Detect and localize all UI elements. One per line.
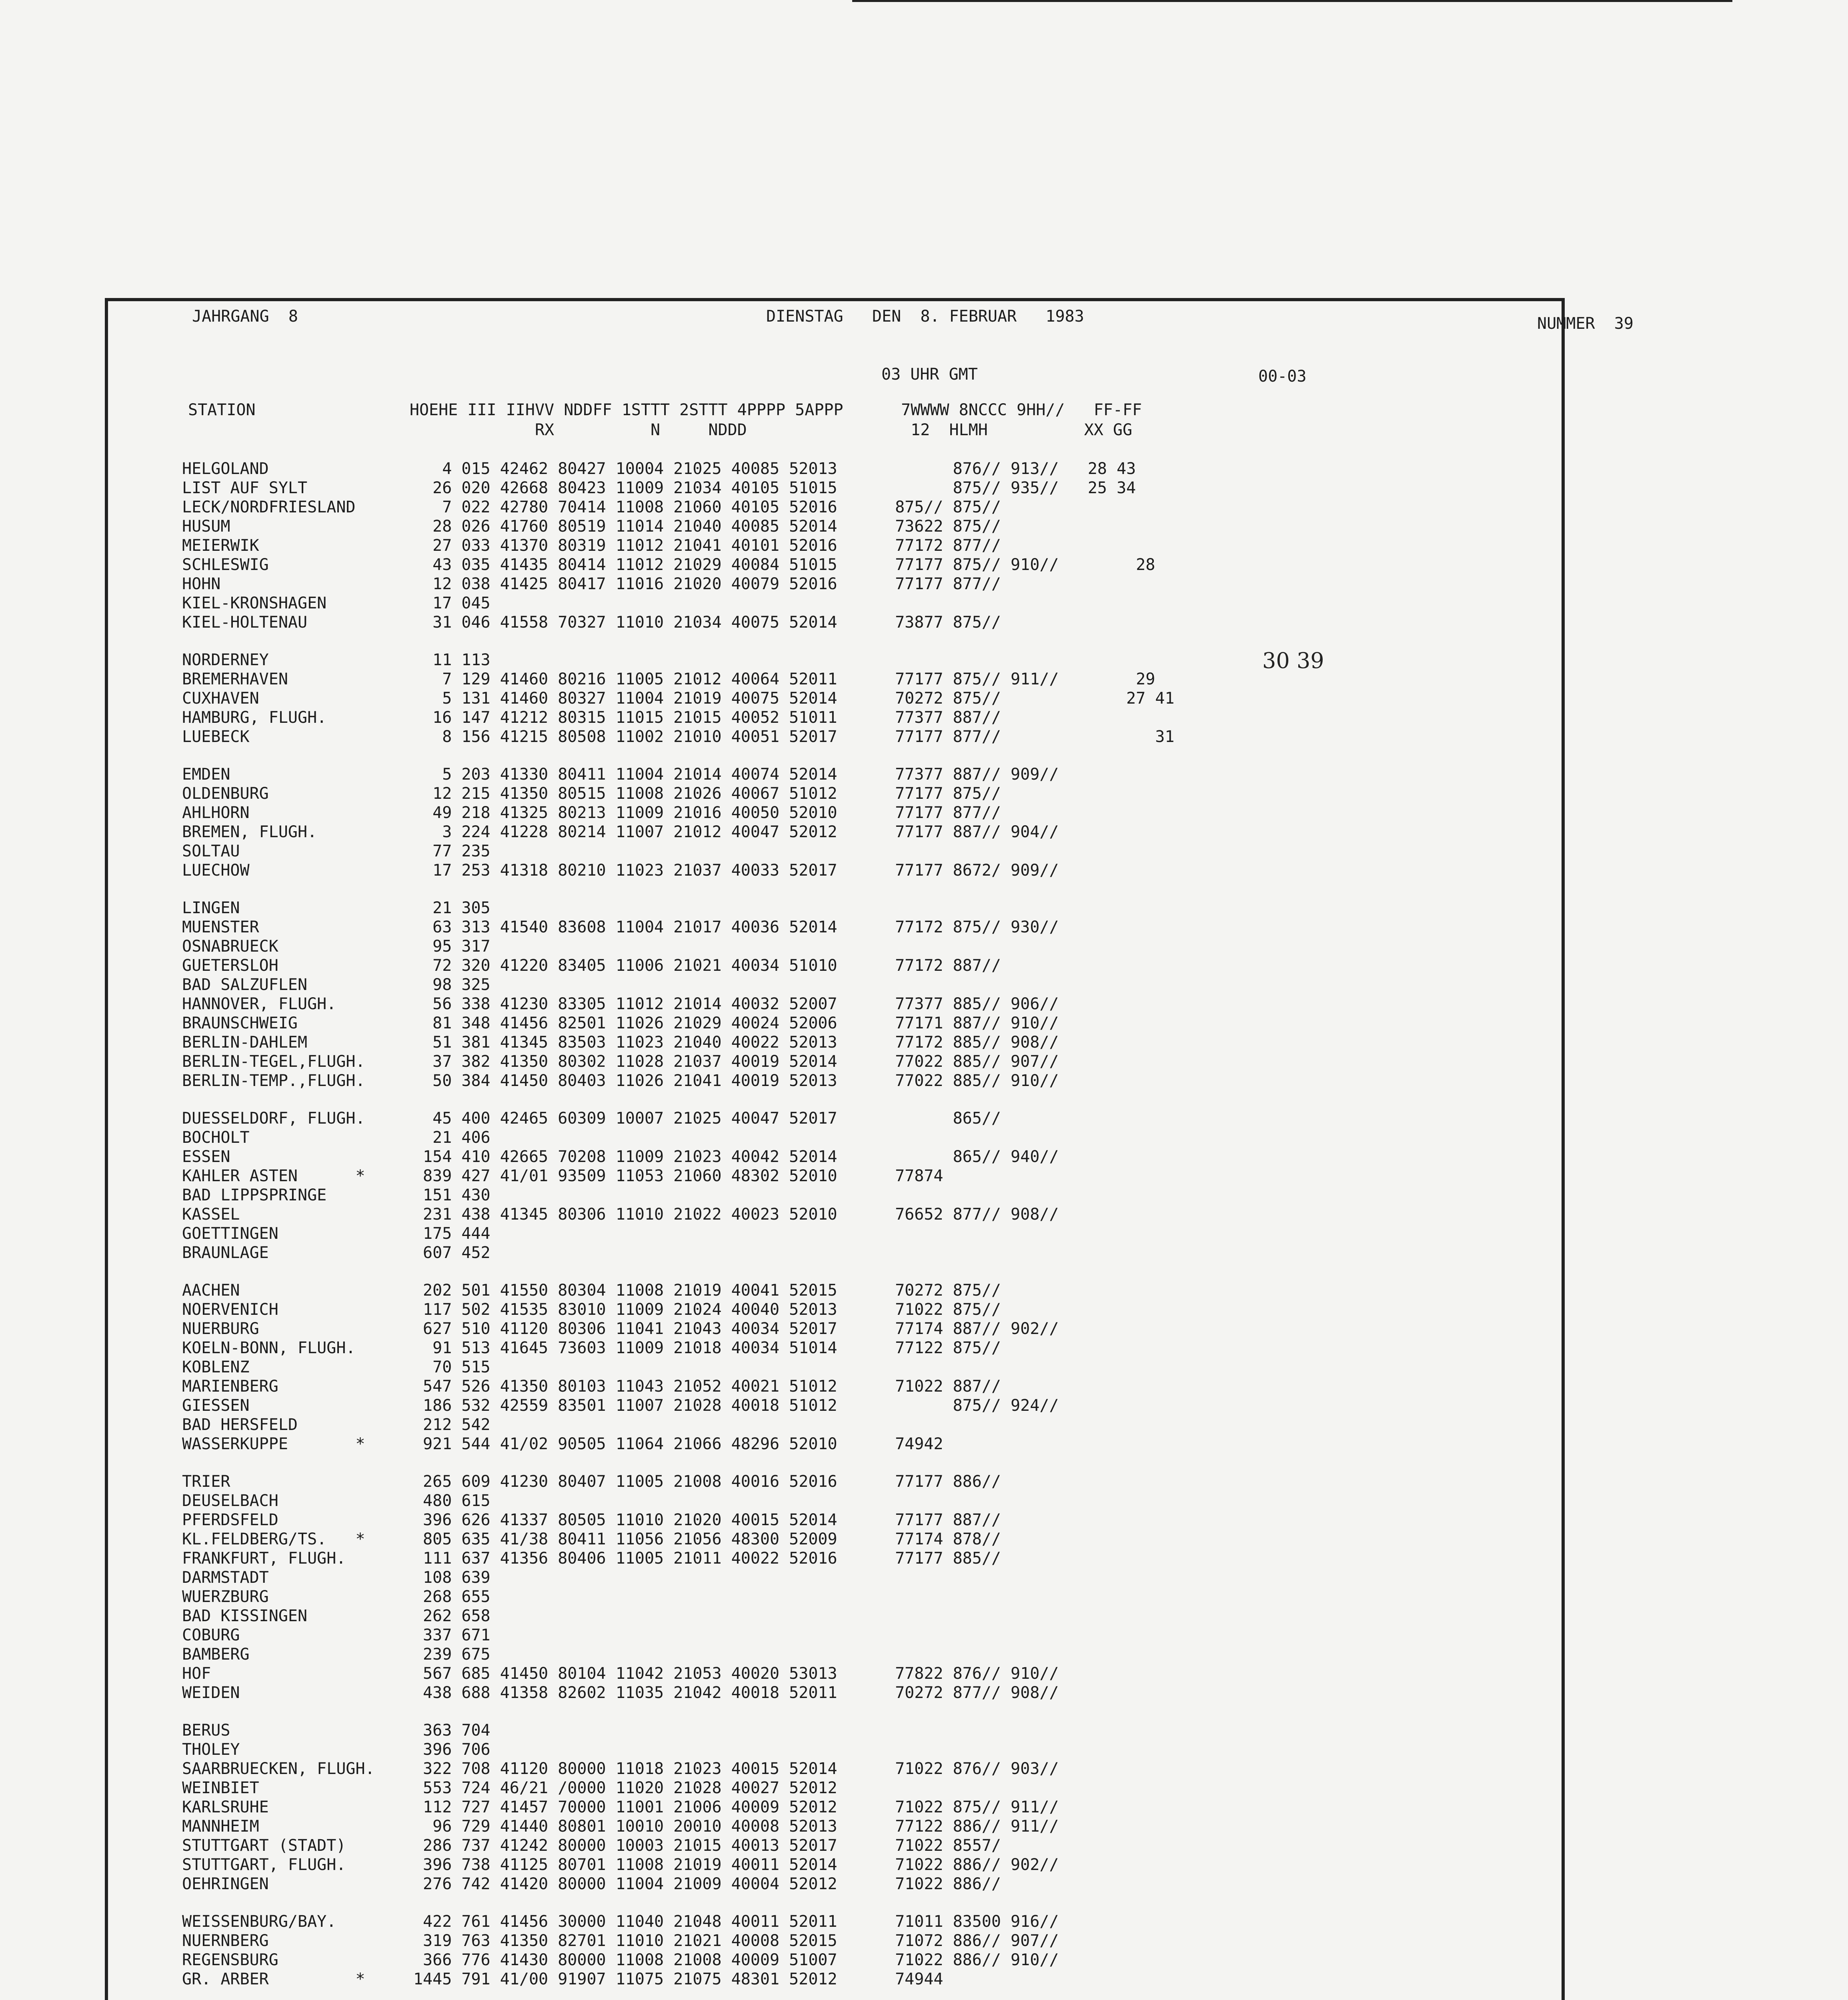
- station-row: HANNOVER, FLUGH. 56 338 41230 83305 11012 21014 40032 52007 77377 885// 906//: [182, 995, 1059, 1013]
- station-row: BAMBERG 239 675: [182, 1645, 491, 1664]
- station-row: SCHLESWIG 43 035 41435 80414 11012 21029 40084 51015 77177 875// 910// 28: [182, 556, 1155, 574]
- row-spacer: [182, 1262, 1174, 1281]
- station-row: LECK/NORDFRIESLAND 7 022 42780 70414 11008 21060 40105 52016 875// 875//: [182, 498, 1001, 516]
- station-row: BREMERHAVEN 7 129 41460 80216 11005 21012 40064 52011 77177 875// 911// 29: [182, 670, 1155, 688]
- station-row: GUETERSLOH 72 320 41220 83405 11006 21021 40034 51010 77172 887//: [182, 956, 1001, 975]
- station-row: BAD KISSINGEN 262 658: [182, 1607, 491, 1625]
- station-row: WASSERKUPPE * 921 544 41/02 90505 11064 21066 48296 52010 74942: [182, 1435, 943, 1453]
- station-row: STUTTGART (STADT) 286 737 41242 80000 10003 21015 40013 52017 71022 8557/: [182, 1836, 1001, 1855]
- station-row: BERUS 363 704: [182, 1721, 491, 1740]
- station-row: BOCHOLT 21 406: [182, 1128, 491, 1147]
- station-row: MARIENBERG 547 526 41350 80103 11043 21052 40021 51012 71022 887//: [182, 1377, 1001, 1396]
- station-row: MUENSTER 63 313 41540 83608 11004 21017 40036 52014 77172 875// 930//: [182, 918, 1059, 936]
- station-row: CUXHAVEN 5 131 41460 80327 11004 21019 40075 52014 70272 875// 27 41: [182, 689, 1175, 708]
- row-spacer: [182, 880, 1174, 898]
- year-label: JAHRGANG 8: [192, 307, 298, 326]
- station-row: KARLSRUHE 112 727 41457 70000 11001 21006 40009 52012 71022 875// 911//: [182, 1798, 1059, 1816]
- station-row: COBURG 337 671: [182, 1626, 491, 1644]
- station-row: LIST AUF SYLT 26 020 42668 80423 11009 21034 40105 51015 875// 935// 25 34: [182, 479, 1136, 497]
- column-header-line-2: RX N NDDD 12 HLMH XX GG: [188, 421, 1133, 439]
- station-row: WEIDEN 438 688 41358 82602 11035 21042 40018 52011 70272 877// 908//: [182, 1684, 1059, 1702]
- station-row: KL.FELDBERG/TS. * 805 635 41/38 80411 11056 21056 48300 52009 77174 878//: [182, 1530, 1001, 1548]
- station-row: MEIERWIK 27 033 41370 80319 11012 21041 40101 52016 77172 877//: [182, 536, 1001, 555]
- station-row: HOHN 12 038 41425 80417 11016 21020 40079 52016 77177 877//: [182, 575, 1001, 593]
- column-header-line-1: STATION HOEHE III IIHVV NDDFF 1STTT 2STTT 4PPPP 5APPP 7WWWW 8NCCC 9HH// FF-FF: [188, 401, 1142, 419]
- station-row: NOERVENICH 117 502 41535 83010 11009 21024 40040 52013 71022 875//: [182, 1300, 1001, 1319]
- station-row: SAARBRUECKEN, FLUGH. 322 708 41120 80000 11018 21023 40015 52014 71022 876// 903//: [182, 1760, 1059, 1778]
- station-row: THOLEY 396 706: [182, 1740, 491, 1759]
- station-row: FRANKFURT, FLUGH. 111 637 41356 80406 11005 21011 40022 52016 77177 885//: [182, 1549, 1001, 1568]
- station-row: KOBLENZ 70 515: [182, 1358, 491, 1376]
- station-row: DUESSELDORF, FLUGH. 45 400 42465 60309 10007 21025 40047 52017 865//: [182, 1109, 1001, 1128]
- row-spacer: [182, 632, 1174, 650]
- station-row: NUERBURG 627 510 41120 80306 11041 21043 40034 52017 77174 887// 902//: [182, 1320, 1059, 1338]
- station-row: KOELN-BONN, FLUGH. 91 513 41645 73603 11009 21018 40034 51014 77122 875//: [182, 1339, 1001, 1357]
- station-row: EMDEN 5 203 41330 80411 11004 21014 40074 52014 77377 887// 909//: [182, 765, 1059, 784]
- station-row: REGENSBURG 366 776 41430 80000 11008 21008 40009 51007 71022 886// 910//: [182, 1951, 1059, 1969]
- row-spacer: [182, 1090, 1174, 1109]
- station-row: NUERNBERG 319 763 41350 82701 11010 21021 40008 52015 71072 886// 907//: [182, 1932, 1059, 1950]
- row-spacer: [182, 1454, 1174, 1472]
- station-row: OSNABRUECK 95 317: [182, 937, 491, 956]
- station-row: PFERDSFELD 396 626 41337 80505 11010 21020 40015 52014 77177 887//: [182, 1511, 1001, 1529]
- handwritten-note: 30 39: [1262, 648, 1324, 673]
- station-row: OEHRINGEN 276 742 41420 80000 11004 21009 40004 52012 71022 886//: [182, 1875, 1001, 1893]
- station-row: BERLIN-TEGEL,FLUGH. 37 382 41350 80302 11028 21037 40019 52014 77022 885// 907//: [182, 1052, 1059, 1071]
- station-row: KASSEL 231 438 41345 80306 11010 21022 40023 52010 76652 877// 908//: [182, 1205, 1059, 1224]
- station-row: AHLHORN 49 218 41325 80213 11009 21016 40050 52010 77177 877//: [182, 804, 1001, 822]
- row-spacer: [182, 1989, 1174, 2000]
- top-rule: [852, 0, 1732, 2]
- station-row: STUTTGART, FLUGH. 396 738 41125 80701 11008 21019 40011 52014 71022 886// 902//: [182, 1856, 1059, 1874]
- station-row: GR. ARBER * 1445 791 41/00 91907 11075 21075 48301 52012 74944: [182, 1970, 943, 1988]
- station-row: BAD SALZUFLEN 98 325: [182, 976, 491, 994]
- station-row: BREMEN, FLUGH. 3 224 41228 80214 11007 21012 40047 52012 77177 887// 904//: [182, 823, 1059, 841]
- station-row: LINGEN 21 305: [182, 899, 491, 917]
- station-row: SOLTAU 77 235: [182, 842, 491, 860]
- station-row: BRAUNSCHWEIG 81 348 41456 82501 11026 21029 40024 52006 77171 887// 910//: [182, 1014, 1059, 1032]
- station-row: BAD LIPPSPRINGE 151 430: [182, 1186, 491, 1204]
- station-row: BAD HERSFELD 212 542: [182, 1416, 491, 1434]
- station-row: OLDENBURG 12 215 41350 80515 11008 21026 40067 51012 77177 875//: [182, 784, 1001, 803]
- station-row: HELGOLAND 4 015 42462 80427 10004 21025 40085 52013 876// 913// 28 43: [182, 460, 1136, 478]
- station-row: HAMBURG, FLUGH. 16 147 41212 80315 11015 21015 40052 51011 77377 887//: [182, 708, 1001, 727]
- row-spacer: [182, 746, 1174, 765]
- station-row: WEINBIET 553 724 46/21 /0000 11020 21028 40027 52012: [182, 1779, 837, 1797]
- station-row: LUEBECK 8 156 41215 80508 11002 21010 40051 52017 77177 877// 31: [182, 728, 1175, 746]
- station-row: GIESSEN 186 532 42559 83501 11007 21028 40018 51012 875// 924//: [182, 1396, 1059, 1415]
- issue-number: NUMMER 39: [1537, 314, 1634, 333]
- station-row: KAHLER ASTEN * 839 427 41/01 93509 11053 21060 48302 52010 77874: [182, 1167, 943, 1185]
- station-row: MANNHEIM 96 729 41440 80801 10010 20010 40008 52013 77122 886// 911//: [182, 1817, 1059, 1836]
- station-row: HOF 567 685 41450 80104 11042 21053 40020 53013 77822 876// 910//: [182, 1664, 1059, 1683]
- row-spacer: [182, 1702, 1174, 1721]
- station-row: LUECHOW 17 253 41318 80210 11023 21037 40033 52017 77177 8672/ 909//: [182, 861, 1059, 880]
- station-table: [182, 459, 1174, 2000]
- station-row: BERLIN-DAHLEM 51 381 41345 83503 11023 21040 40022 52013 77172 885// 908//: [182, 1033, 1059, 1052]
- station-row: BRAUNLAGE 607 452: [182, 1244, 491, 1262]
- station-row: NORDERNEY 11 113: [182, 651, 491, 669]
- date-label: DIENSTAG DEN 8. FEBRUAR 1983: [766, 307, 1084, 326]
- observation-time: 03 UHR GMT: [881, 365, 978, 384]
- row-spacer: [182, 1894, 1174, 1912]
- station-row: DEUSELBACH 480 615: [182, 1492, 491, 1510]
- station-row: WUERZBURG 268 655: [182, 1588, 491, 1606]
- station-row: AACHEN 202 501 41550 80304 11008 21019 40041 52015 70272 875//: [182, 1281, 1001, 1300]
- time-range: 00-03: [1258, 367, 1307, 386]
- station-row: TRIER 265 609 41230 80407 11005 21008 40016 52016 77177 886//: [182, 1472, 1001, 1491]
- station-row: HUSUM 28 026 41760 80519 11014 21040 40085 52014 73622 875//: [182, 517, 1001, 536]
- station-row: KIEL-KRONSHAGEN 17 045: [182, 594, 491, 612]
- station-row: KIEL-HOLTENAU 31 046 41558 70327 11010 21034 40075 52014 73877 875//: [182, 613, 1001, 632]
- station-row: ESSEN 154 410 42665 70208 11009 21023 40042 52014 865// 940//: [182, 1148, 1059, 1166]
- station-row: GOETTINGEN 175 444: [182, 1224, 491, 1243]
- station-row: WEISSENBURG/BAY. 422 761 41456 30000 11040 21048 40011 52011 71011 83500 916//: [182, 1912, 1059, 1931]
- station-row: BERLIN-TEMP.,FLUGH. 50 384 41450 80403 11026 21041 40019 52013 77022 885// 910//: [182, 1072, 1059, 1090]
- station-row: DARMSTADT 108 639: [182, 1568, 491, 1587]
